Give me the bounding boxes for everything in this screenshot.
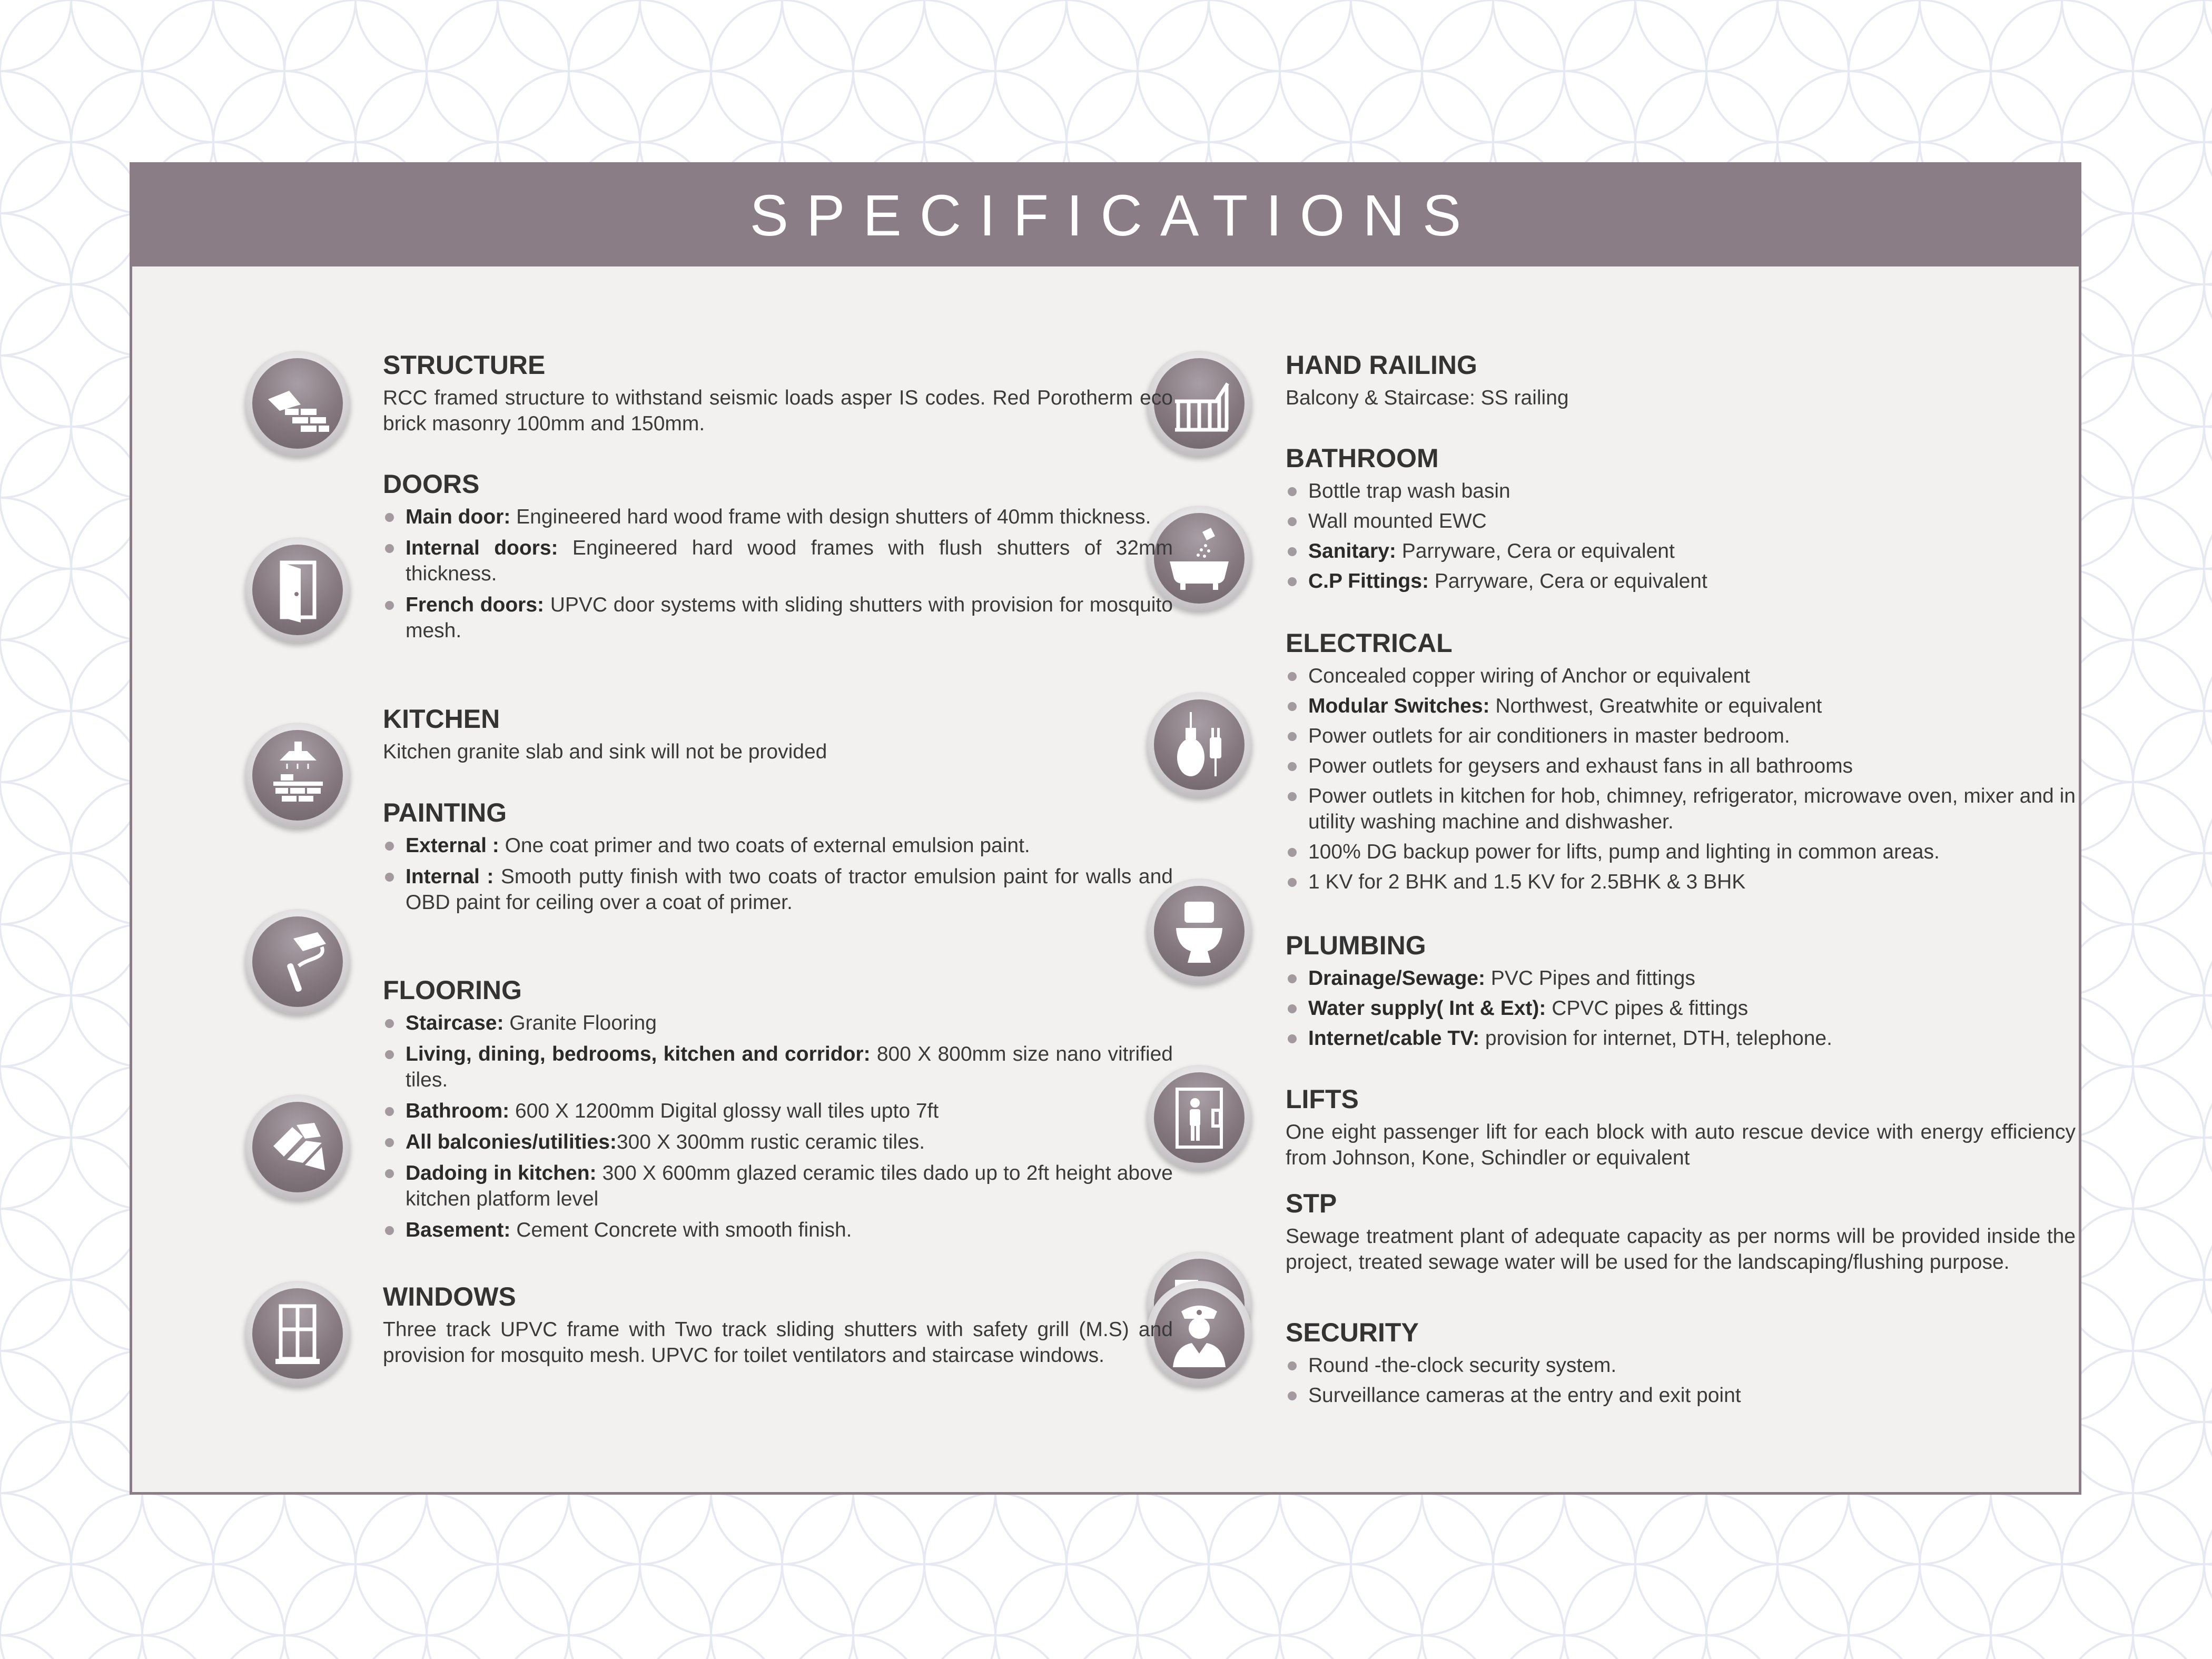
- list-item: Bottle trap wash basin: [1286, 478, 2076, 504]
- section-text: Sewage treatment plant of adequate capacity as per norms will be provided inside the project, treated sewage water will be used for the landscaping/flushing purpose.: [1286, 1225, 2076, 1273]
- bathroom-section: [1286, 442, 2076, 598]
- list-item: Water supply( Int & Ext): CPVC pipes & fittings: [1286, 995, 2076, 1021]
- list-item: Round -the-clock security system.: [1286, 1352, 2076, 1378]
- list-item: French doors: UPVC door systems with sliding shutters with provision for mosquito mesh.: [383, 592, 1173, 644]
- section-heading: SECURITY: [1286, 1318, 1419, 1347]
- brick-trowel-icon: [245, 351, 350, 456]
- section-heading: ELECTRICAL: [1286, 628, 1453, 658]
- section-heading: HAND RAILING: [1286, 350, 1477, 380]
- list-item: All balconies/utilities:300 X 300mm rustic ceramic tiles.: [383, 1129, 1173, 1155]
- list-item: Main door: Engineered hard wood frame with design shutters of 40mm thickness.: [383, 504, 1173, 530]
- plumbing-section: [1286, 930, 2076, 1055]
- page-title: SPECIFICATIONS: [132, 165, 2079, 266]
- doors-section: [383, 468, 1173, 649]
- section-text: Three track UPVC frame with Two track sliding shutters with safety grill (M.S) and provision for mosquito mesh. UPVC for toilet ventilators and staircase windows.: [383, 1318, 1173, 1367]
- list-item: Basement: Cement Concrete with smooth finish.: [383, 1217, 1173, 1243]
- hand-railing-section: [1286, 349, 2076, 411]
- paint-roller-icon: [245, 909, 350, 1014]
- lifts-section: [1286, 1083, 2076, 1171]
- section-heading: KITCHEN: [383, 704, 500, 734]
- kitchen-section: [383, 703, 1173, 765]
- electrical-section: [1286, 627, 2076, 899]
- stp-section: [1286, 1188, 2076, 1275]
- list-item: Power outlets in kitchen for hob, chimney, refrigerator, microwave oven, mixer and in utility washing machine and dishwasher.: [1286, 783, 2076, 835]
- section-heading: STRUCTURE: [383, 350, 546, 380]
- specifications-panel: [130, 162, 2081, 1495]
- list-item: External : One coat primer and two coats of external emulsion paint.: [383, 833, 1173, 858]
- list-item: Drainage/Sewage: PVC Pipes and fittings: [1286, 965, 2076, 991]
- list-item: Internet/cable TV: provision for internet, DTH, telephone.: [1286, 1025, 2076, 1051]
- section-heading: FLOORING: [383, 975, 522, 1005]
- list-item: 100% DG backup power for lifts, pump and lighting in common areas.: [1286, 839, 2076, 865]
- list-item: Surveillance cameras at the entry and exit point: [1286, 1382, 2076, 1408]
- section-text: Balcony & Staircase: SS railing: [1286, 387, 1569, 409]
- list-item: Power outlets for air conditioners in master bedroom.: [1286, 723, 2076, 749]
- security-section: [1286, 1317, 2076, 1413]
- list-item: Internal : Smooth putty finish with two coats of tractor emulsion paint for walls and OBD paint for ceiling over a coat of primer.: [383, 864, 1173, 915]
- list-item: Sanitary: Parryware, Cera or equivalent: [1286, 538, 2076, 564]
- window-icon: [245, 1281, 350, 1386]
- windows-section: [383, 1281, 1173, 1368]
- structure-section: [383, 349, 1173, 437]
- list-item: 1 KV for 2 BHK and 1.5 KV for 2.5BHK & 3 BHK: [1286, 869, 2076, 895]
- list-item: Living, dining, bedrooms, kitchen and corridor: 800 X 800mm size nano vitrified tiles.: [383, 1041, 1173, 1093]
- list-item: Wall mounted EWC: [1286, 508, 2076, 534]
- section-heading: STP: [1286, 1189, 1337, 1218]
- list-item: Internal doors: Engineered hard wood frames with flush shutters of 32mm thickness.: [383, 535, 1173, 587]
- section-text: RCC framed structure to withstand seismic loads asper IS codes. Red Porotherm eco brick masonry 100mm and 150mm.: [383, 387, 1173, 435]
- section-heading: LIFTS: [1286, 1084, 1359, 1114]
- list-item: Modular Switches: Northwest, Greatwhite or equivalent: [1286, 693, 2076, 719]
- list-item: C.P Fittings: Parryware, Cera or equivalent: [1286, 568, 2076, 594]
- section-heading: DOORS: [383, 469, 480, 499]
- section-heading: PAINTING: [383, 798, 507, 827]
- painting-section: [383, 797, 1173, 921]
- floor-tiles-icon: [245, 1094, 350, 1200]
- list-item: Bathroom: 600 X 1200mm Digital glossy wall tiles upto 7ft: [383, 1098, 1173, 1124]
- list-item: Power outlets for geysers and exhaust fans in all bathrooms: [1286, 753, 2076, 779]
- list-item: Concealed copper wiring of Anchor or equivalent: [1286, 663, 2076, 689]
- door-icon: [245, 537, 350, 643]
- section-text: One eight passenger lift for each block with auto rescue device with energy efficiency from Johnson, Kone, Schindler or equivalent: [1286, 1121, 2076, 1169]
- list-item: Staircase: Granite Flooring: [383, 1010, 1173, 1036]
- list-item: Dadoing in kitchen: 300 X 600mm glazed ceramic tiles dado up to 2ft height above kitchen platform level: [383, 1160, 1173, 1212]
- flooring-section: [383, 974, 1173, 1248]
- section-heading: PLUMBING: [1286, 931, 1426, 960]
- section-heading: BATHROOM: [1286, 443, 1439, 473]
- section-text: Kitchen granite slab and sink will not be provided: [383, 740, 827, 763]
- section-heading: WINDOWS: [383, 1282, 516, 1311]
- kitchen-hood-icon: [245, 723, 350, 828]
